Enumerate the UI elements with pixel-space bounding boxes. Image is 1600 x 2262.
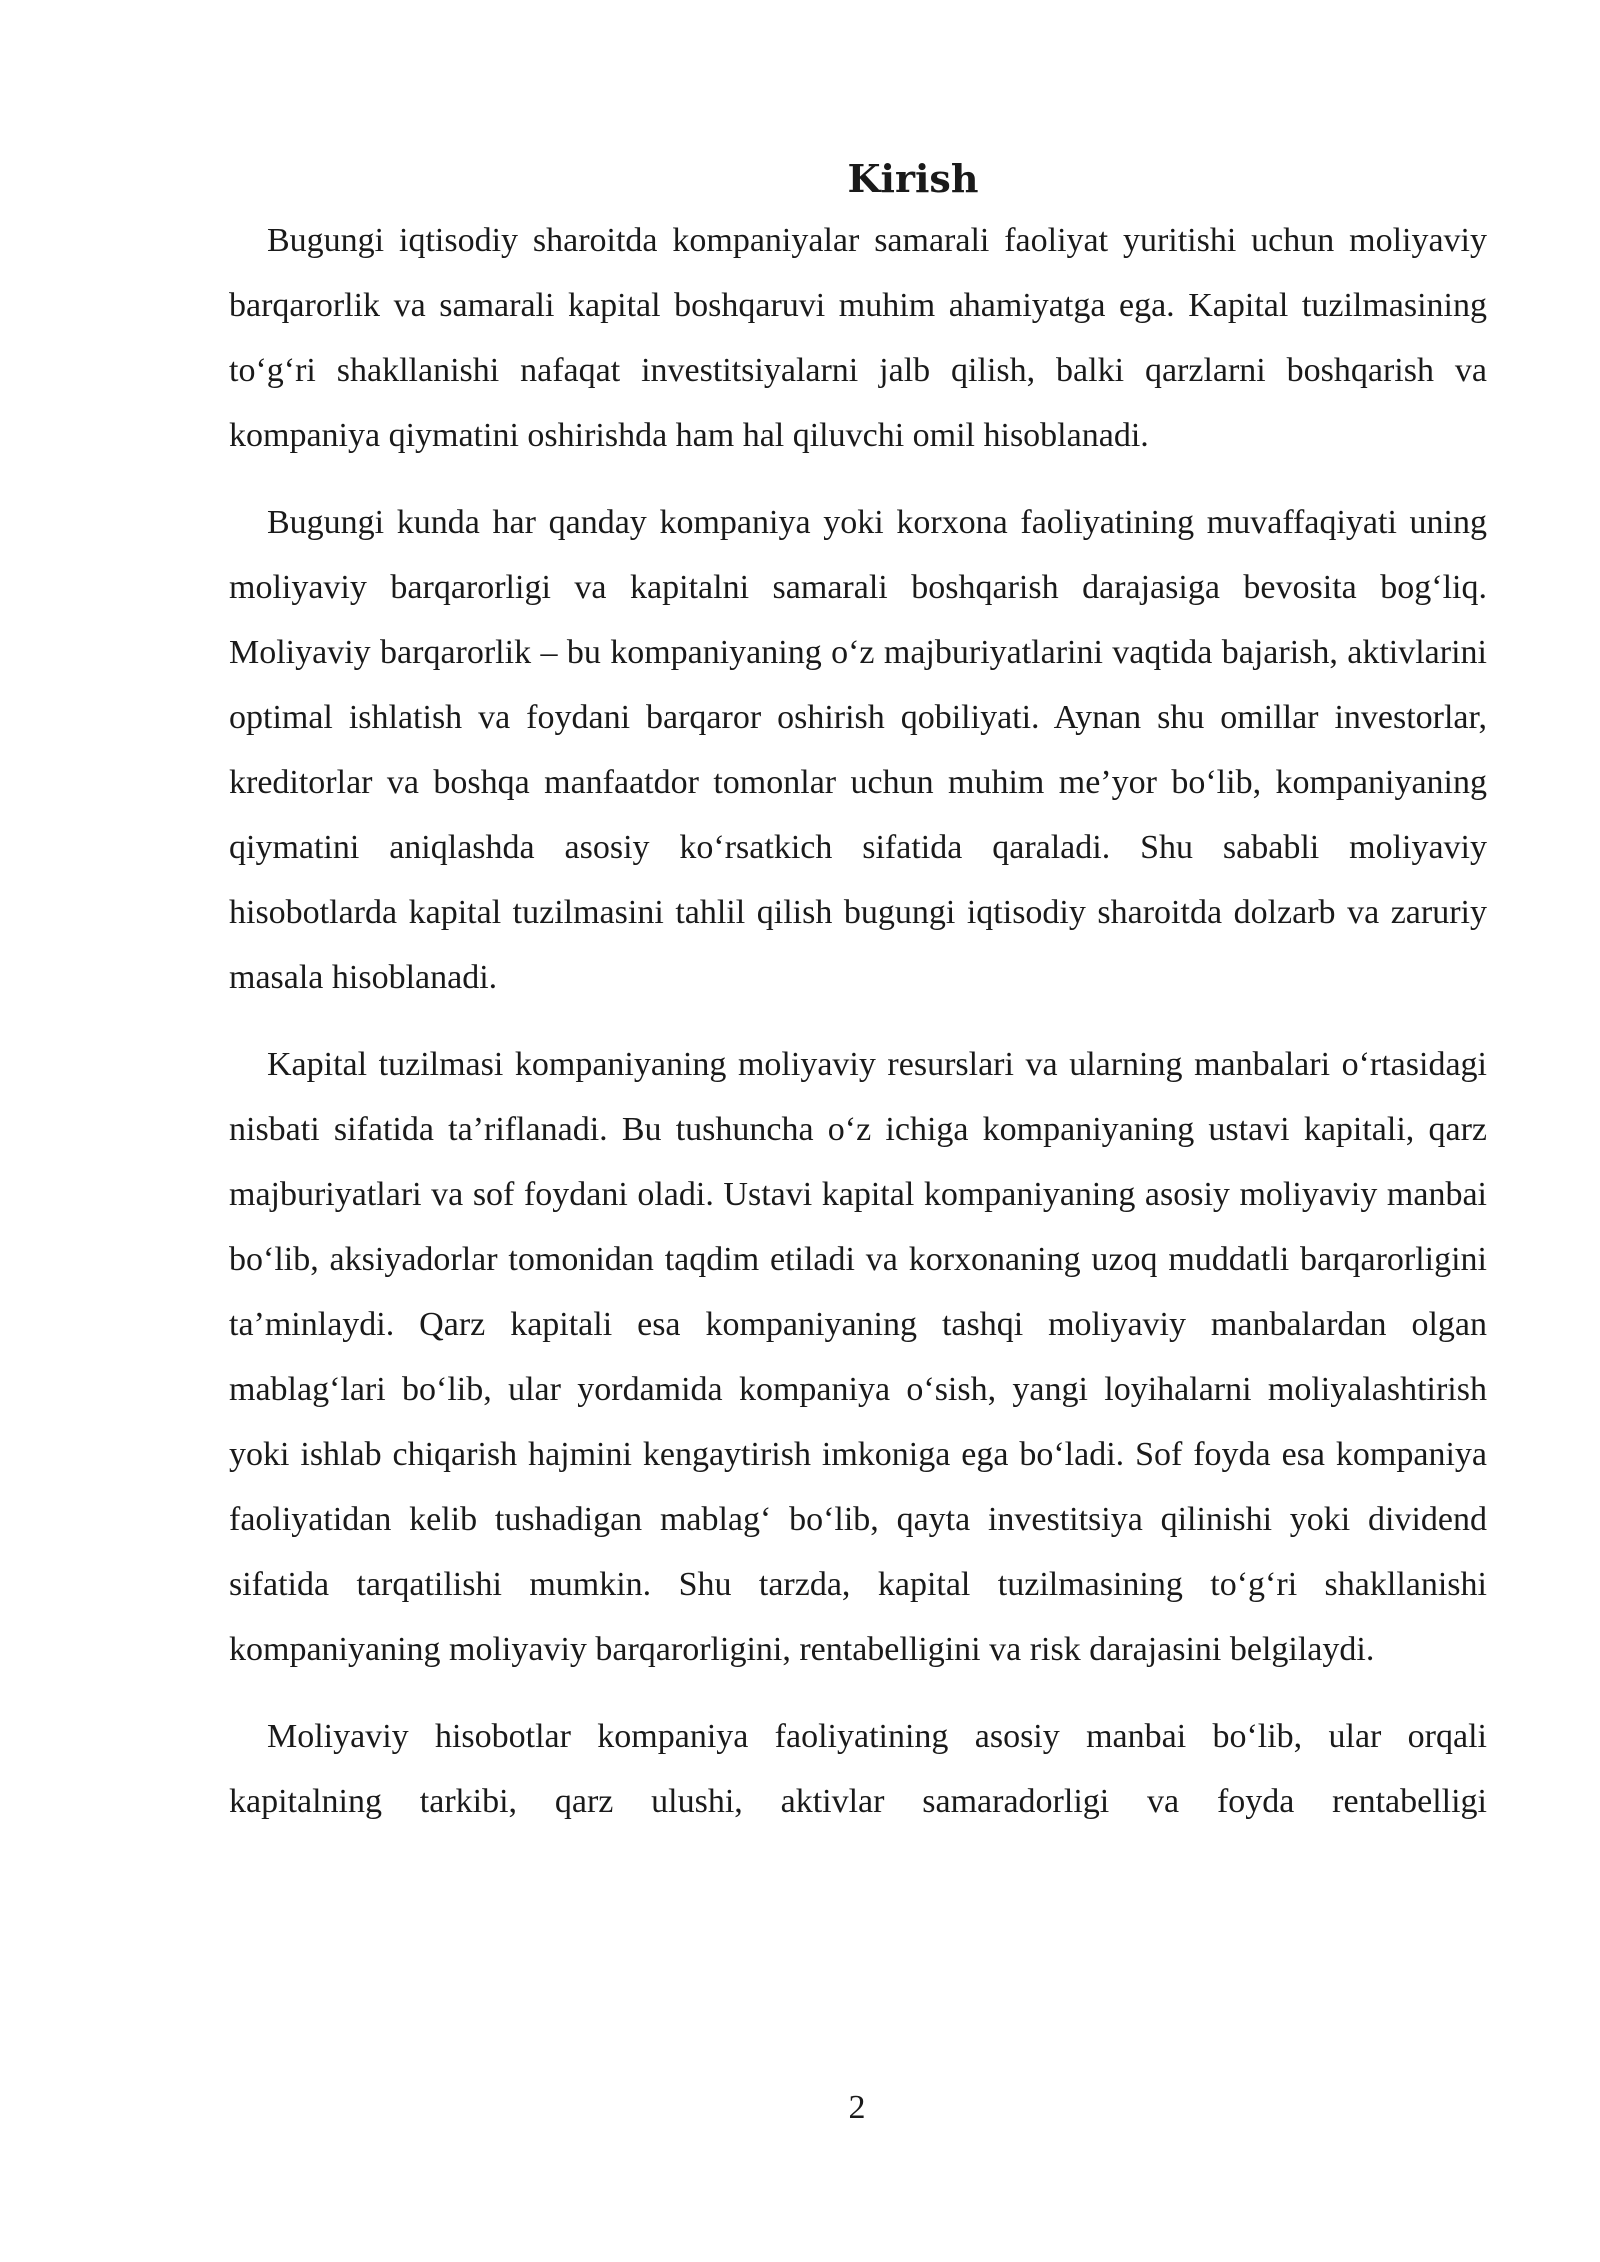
- paragraph-1: Bugungi iqtisodiy sharoitda kompaniyalar samarali faoliyat yuritishi uchun moliyaviy barqarorlik va samarali kapital boshqaruvi muhim ahamiyatga ega. Kapital tuzilmasining to‘g‘ri shakllanishi nafaqat investitsiyalarni jalb qilish, balki qarzlarni boshqarish va kompaniya qiymatini oshirishda ham hal qiluvchi omil hisoblanadi.: [229, 222, 1487, 454]
- paragraph-3: Kapital tuzilmasi kompaniyaning moliyaviy resurslari va ularning manbalari o‘rtasidagi nisbati sifatida ta’riflanadi. Bu tushuncha o‘z ichiga kompaniyaning ustavi kapitali, qarz majburiyatlari va sof foydani oladi. Ustavi kapital kompaniyaning asosiy moliyaviy manbai bo‘lib, aksiyadorlar tomonidan taqdim etiladi va korxonaning uzoq muddatli barqarorligini ta’minlaydi. Qarz kapitali esa kompaniyaning tashqi moliyaviy manbalardan olgan mablag‘lari bo‘lib, ular yordamida kompaniya o‘sish, yangi loyihalarni moliyalashtirish yoki ishlab chiqarish hajmini kengaytirish imkoniga ega bo‘ladi. Sof foyda esa kompaniya faoliyatidan kelib tushadigan mablag‘ bo‘lib, qayta investitsiya qilinishi yoki dividend sifatida tarqatilishi mumkin. Shu tarzda, kapital tuzilmasining to‘g‘ri shakllanishi kompaniyaning moliyaviy barqarorligini, rentabelligini va risk darajasini belgilaydi.: [229, 1046, 1487, 1668]
- paragraph-2: Bugungi kunda har qanday kompaniya yoki korxona faoliyatining muvaffaqiyati uning moliyaviy barqarorligi va kapitalni samarali boshqarish darajasiga bevosita bog‘liq. Moliyaviy barqarorlik – bu kompaniyaning o‘z majburiyatlarini vaqtida bajarish, aktivlarini optimal ishlatish va foydani barqaror oshirish qobiliyati. Aynan shu omillar investorlar, kreditorlar va boshqa manfaatdor tomonlar uchun muhim me’yor bo‘lib, kompaniyaning qiymatini aniqlashda asosiy ko‘rsatkich sifatida qaraladi. Shu sababli moliyaviy hisobotlarda kapital tuzilmasini tahlil qilish bugungi iqtisodiy sharoitda dolzarb va zaruriy masala hisoblanadi.: [229, 504, 1487, 996]
- page-number: 2: [848, 2089, 866, 2126]
- document-page: [229, 150, 1487, 1856]
- paragraph-4: Moliyaviy hisobotlar kompaniya faoliyatining asosiy manbai bo‘lib, ular orqali kapitalning tarkibi, qarz ulushi, aktivlar samaradorligi va foyda rentabelligi: [229, 1718, 1487, 1820]
- section-title: Kirish: [847, 156, 979, 201]
